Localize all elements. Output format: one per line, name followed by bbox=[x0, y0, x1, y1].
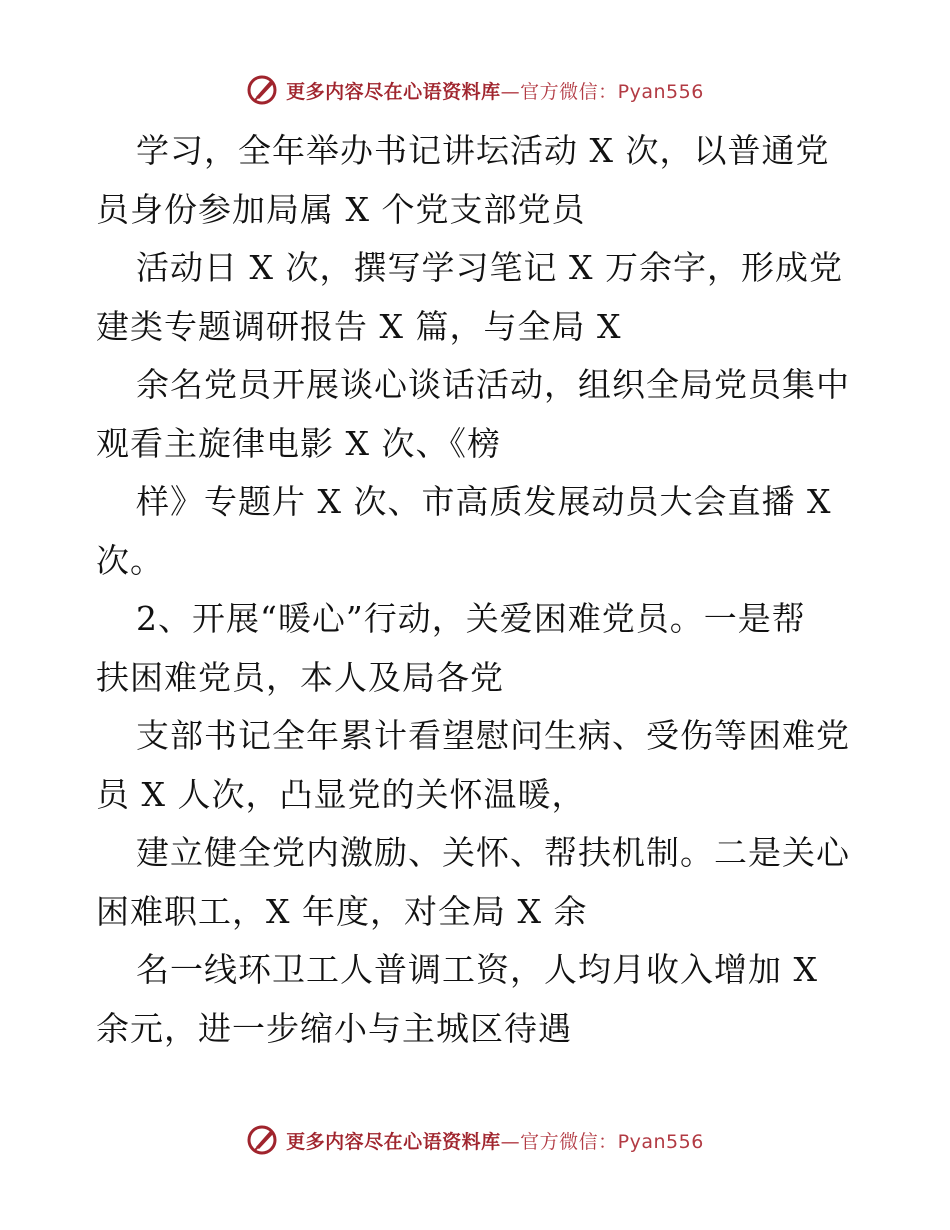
body-line: 2、开展“暖心”行动，关爱困难党员。一是帮 bbox=[136, 599, 806, 638]
document-body bbox=[96, 122, 856, 1058]
header-banner bbox=[0, 70, 950, 110]
body-line: 建立健全党内激励、关怀、帮扶机制。二是关心 bbox=[136, 833, 850, 872]
footer-banner bbox=[0, 1120, 950, 1160]
body-line: 建类专题调研报告 X 篇，与全局 X bbox=[96, 306, 622, 346]
body-line: 余元，进一步缩小与主城区待遇 bbox=[96, 1008, 572, 1048]
footer-brand: 更多内容尽在心语资料库 bbox=[286, 1130, 501, 1153]
header-banner-text bbox=[286, 77, 704, 104]
body-line: 学习，全年举办书记讲坛活动 X 次，以普通党 bbox=[136, 131, 830, 170]
header-brand: 更多内容尽在心语资料库 bbox=[286, 80, 501, 103]
footer-wechat: —官方微信：Pyan556 bbox=[500, 1130, 704, 1153]
body-line: 次。 bbox=[96, 540, 164, 580]
body-line: 扶困难党员，本人及局各党 bbox=[96, 657, 504, 697]
body-line: 活动日 X 次，撰写学习笔记 X 万余字，形成党 bbox=[136, 248, 843, 287]
body-line: 观看主旋律电影 X 次、《榜 bbox=[96, 423, 501, 463]
body-line: 支部书记全年累计看望慰问生病、受伤等困难党 bbox=[136, 716, 850, 755]
quill-pen-logo-icon bbox=[246, 1123, 280, 1157]
body-line: 困难职工，X 年度，对全局 X 余 bbox=[96, 891, 588, 931]
quill-pen-logo-icon bbox=[246, 73, 280, 107]
body-line: 员身份参加局属 X 个党支部党员 bbox=[96, 189, 586, 229]
body-line: 余名党员开展谈心谈话活动，组织全局党员集中 bbox=[136, 365, 850, 404]
header-wechat: —官方微信：Pyan556 bbox=[500, 80, 704, 103]
body-line: 样》专题片 X 次、市高质发展动员大会直播 X bbox=[136, 482, 832, 521]
body-line: 员 X 人次，凸显党的关怀温暖， bbox=[96, 774, 586, 814]
footer-banner-text bbox=[286, 1127, 704, 1154]
body-line: 名一线环卫工人普调工资，人均月收入增加 X bbox=[136, 950, 818, 989]
